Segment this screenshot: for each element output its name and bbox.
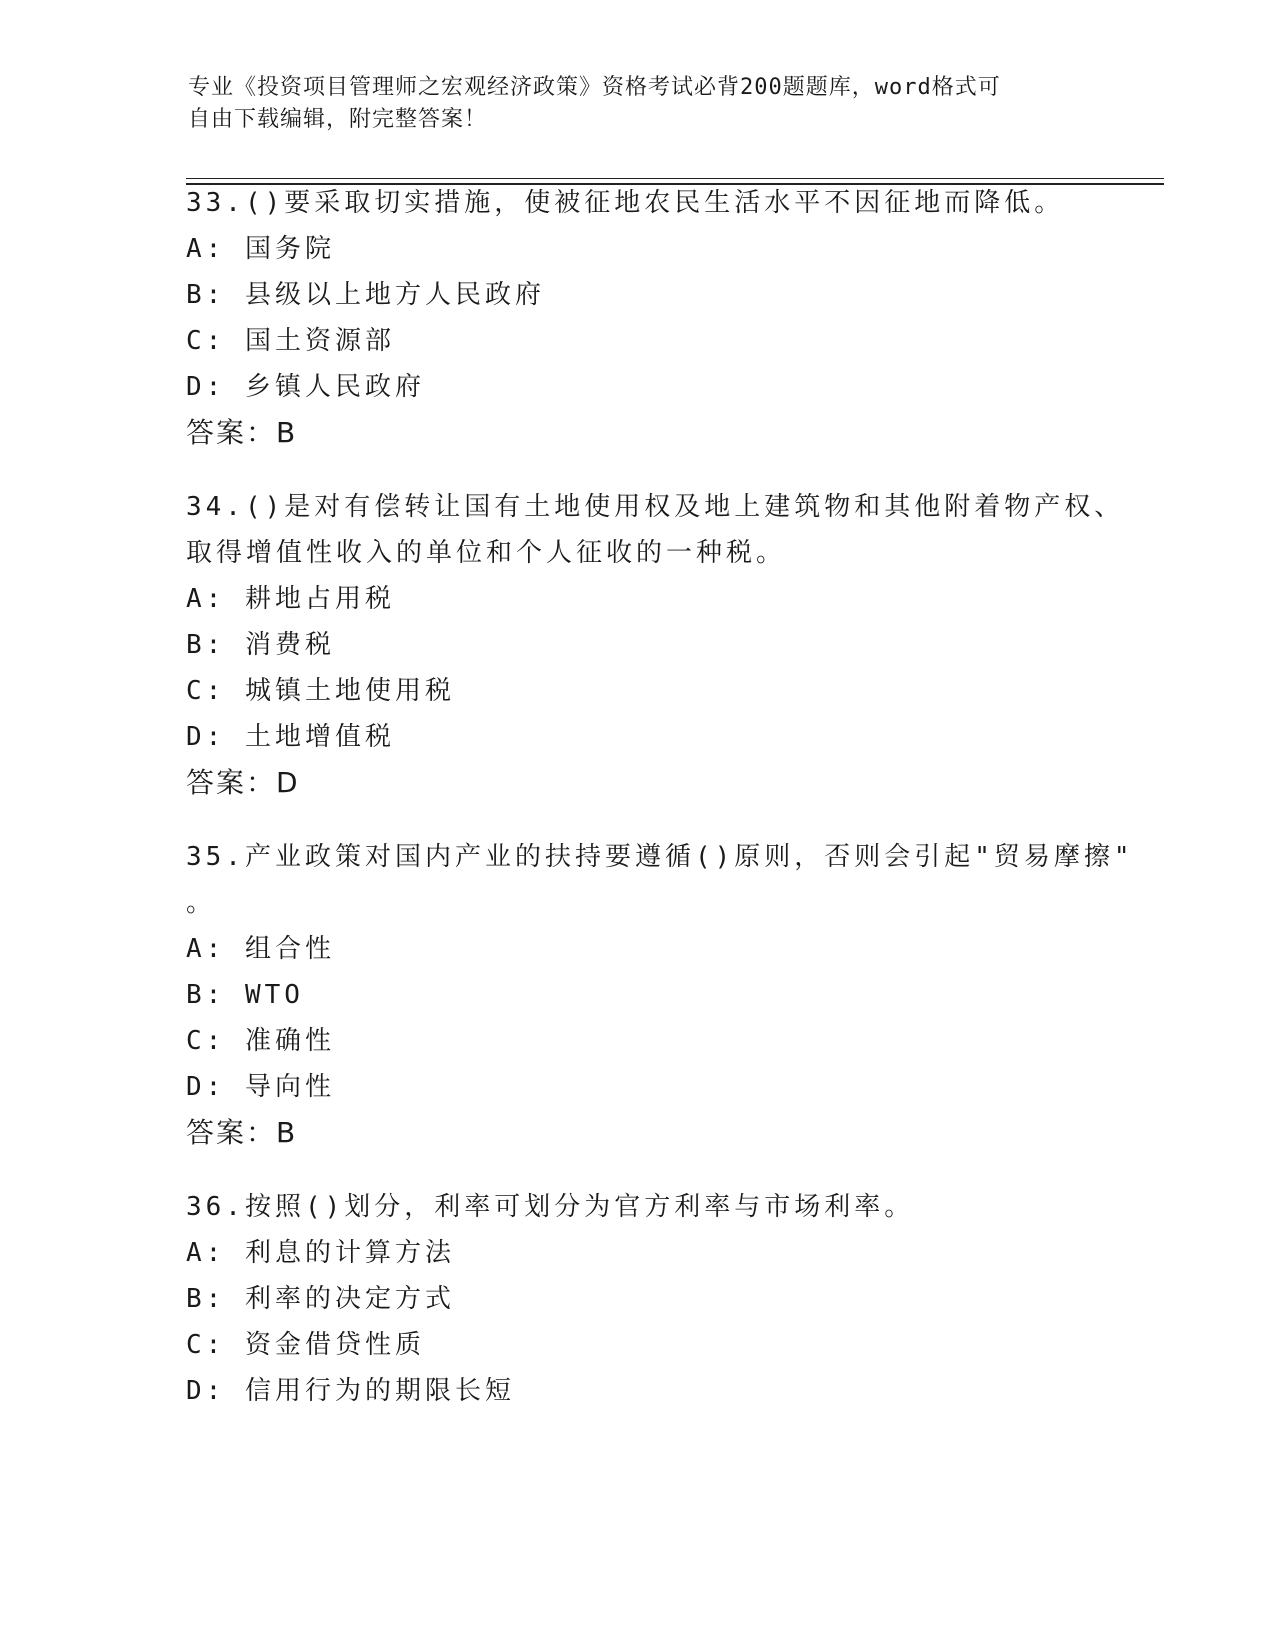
question-34 (186, 484, 1125, 806)
question-stem: 33.()要采取切实措施，使被征地农民生活水平不因征地而降低。 (186, 188, 1065, 218)
header-divider-thin (186, 178, 1164, 179)
option-c: C: 资金借贷性质 (186, 1330, 425, 1360)
answer-label: 答案：B (186, 416, 298, 449)
option-d: D: 乡镇人民政府 (186, 372, 425, 402)
option-b: B: 消费税 (186, 630, 335, 660)
header-line-2: 自由下载编辑，附完整答案！ (188, 107, 488, 132)
document-header (188, 72, 1088, 136)
option-d: D: 信用行为的期限长短 (186, 1376, 515, 1406)
option-c: C: 准确性 (186, 1026, 335, 1056)
header-line-1: 专业《投资项目管理师之宏观经济政策》资格考试必背200题题库，word格式可 (188, 75, 1001, 100)
option-a: A: 利息的计算方法 (186, 1238, 455, 1268)
option-d: D: 导向性 (186, 1072, 335, 1102)
question-stem: 35.产业政策对国内产业的扶持要遵循()原则，否则会引起"贸易摩擦" (186, 842, 1134, 872)
option-a: A: 组合性 (186, 934, 335, 964)
option-b: B: 利率的决定方式 (186, 1284, 455, 1314)
option-c: C: 城镇土地使用税 (186, 676, 455, 706)
question-stem: 36.按照()划分，利率可划分为官方利率与市场利率。 (186, 1192, 915, 1222)
question-stem-cont: 取得增值性收入的单位和个人征收的一种税。 (186, 538, 787, 568)
option-b: B: 县级以上地方人民政府 (186, 280, 545, 310)
question-35 (186, 834, 1134, 1156)
option-d: D: 土地增值税 (186, 722, 395, 752)
answer-label: 答案：D (186, 766, 300, 799)
question-33 (186, 180, 1086, 456)
option-a: A: 国务院 (186, 234, 335, 264)
question-36 (186, 1184, 1086, 1414)
question-stem: 34.()是对有偿转让国有土地使用权及地上建筑物和其他附着物产权、 (186, 492, 1125, 522)
question-stem-cont: 。 (186, 888, 217, 918)
answer-label: 答案：B (186, 1116, 298, 1149)
option-b: B: WTO (186, 980, 304, 1010)
option-a: A: 耕地占用税 (186, 584, 395, 614)
option-c: C: 国土资源部 (186, 326, 395, 356)
